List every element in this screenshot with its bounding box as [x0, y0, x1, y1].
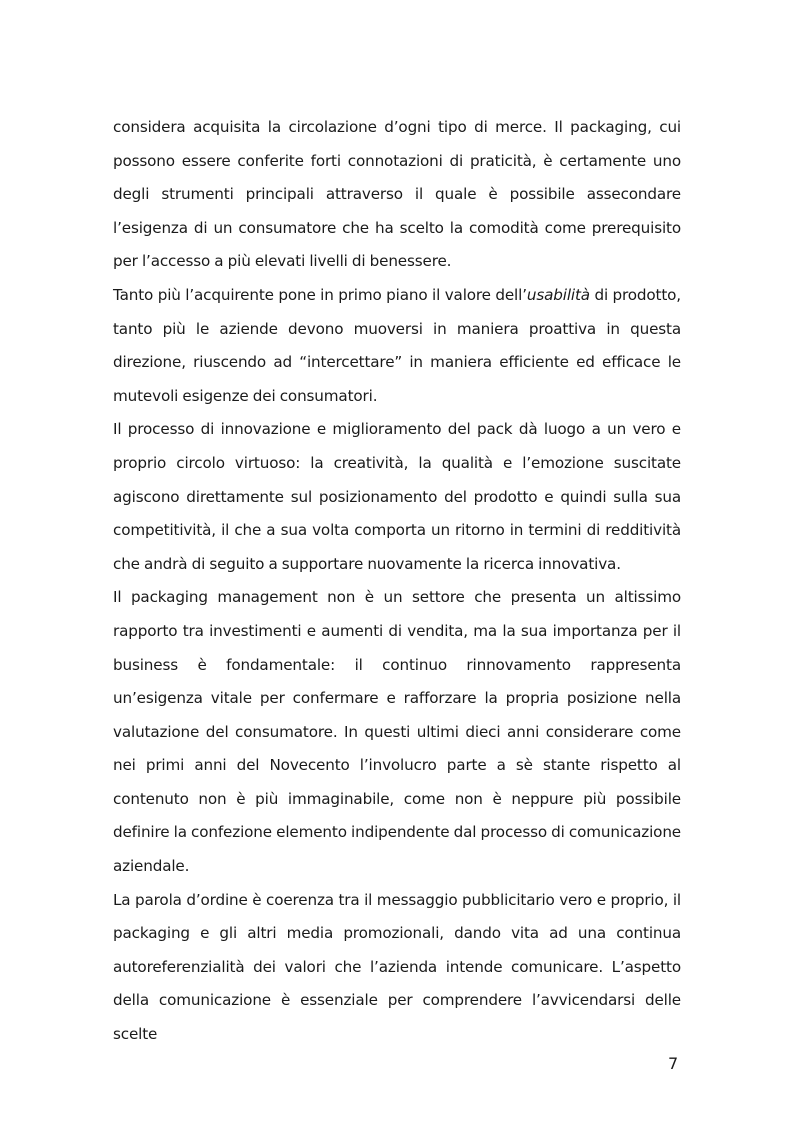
paragraph-3: Il processo di innovazione e miglioramento del pack dà luogo a un vero e proprio circolo virtuoso: la creatività, la qualità e l’emozione suscitate agiscono direttamente sul posizionamento del prodotto e quindi sulla sua competitività, il che a sua volta comporta un ritorno in termini di redditività che andrà di seguito a supportare nuovamente la ricerca innovativa. — [113, 420, 681, 573]
paragraph-2 — [113, 279, 681, 413]
paragraph-2-end: di prodotto, tanto più le aziende devono muoversi in maniera proattiva in questa direzione, riuscendo ad “intercettare” in maniera efficiente ed efficace le mutevoli esigenze dei consumatori. — [113, 285, 681, 405]
body-text — [113, 111, 681, 1052]
paragraph-1: considera acquisita la circolazione d’ogni tipo di merce. Il packaging, cui possono essere conferite forti connotazioni di praticità, è certamente uno degli strumenti principali attraverso il quale è possibile assecondare l’esigenza di un consumatore che ha scelto la comodità come prerequisito per l’accesso a più elevati livelli di benessere. — [113, 118, 681, 271]
usability-emphasis: usabilità — [526, 285, 590, 304]
paragraph-4: Il packaging management non è un settore che presenta un altissimo rapporto tra investimenti e aumenti di vendita, ma la sua importanza per il business è fondamentale: il continuo rinnovamento rappresenta un’esigenza vitale per confermare e rafforzare la propria posizione nella valutazione del consumatore. In questi ultimi dieci anni considerare come nei primi anni del Novecento l’involucro parte a sè stante rispetto al contenuto non è più immaginabile, come non è neppure più possibile definire la confezione elemento indipendente dal processo di comunicazione aziendale. — [113, 588, 681, 876]
paragraph-5: La parola d’ordine è coerenza tra il messaggio pubblicitario vero e proprio, il packaging e gli altri media promozionali, dando vita ad una continua autoreferenzialità dei valori che l’azienda intende comunicare. L’aspetto della comunicazione è essenziale per comprendere l’avvicendarsi delle scelte — [113, 890, 681, 1044]
page-number: 7 — [668, 1054, 679, 1073]
paragraph-2-start: Tanto più l’acquirente pone in primo piano il valore dell’ — [113, 285, 527, 304]
